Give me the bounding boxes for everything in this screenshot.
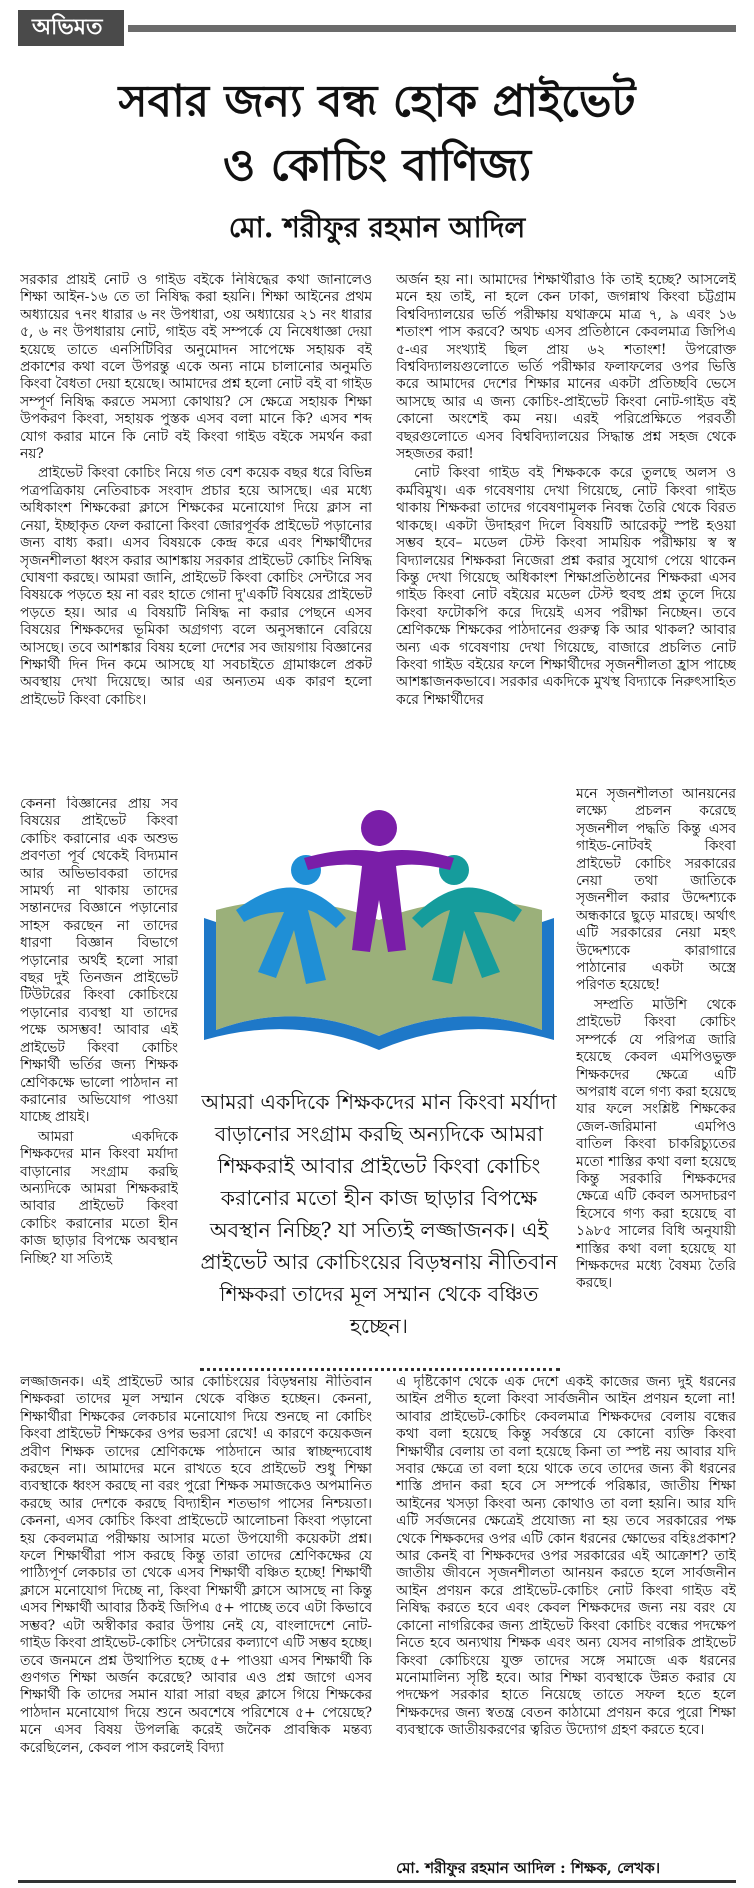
paragraph: মনে সৃজনশীলতা আনয়নের লক্ষ্যে প্রচলন করেছে সৃজনশীল পদ্ধতি কিন্তু এসব গাইড-নোটবই কিংবা প্রাইভেট কোচিং সরকারের নেয়া তথা জাতিকে সৃজনশীল করার উদ্দেশ্যকে অন্ধকারে ছুড়ে মারছে। অর্থাৎ এটি সরকারের নেয়া মহৎ উদ্দেশ্যকে কারাগারে পাঠানোর একটা অস্ত্রে পরিণত হয়েছে!	[576, 786, 736, 994]
dotted-divider	[200, 1368, 560, 1371]
paragraph: অর্জন হয় না। আমাদের শিক্ষার্থীরাও কি তাই হচ্ছে? আসলেই মনে হয় তাই, না হলে কেন ঢাকা, জগন্নাথ কিংবা চট্টগ্রাম বিশ্ববিদ্যালয়ের ভর্তি পরীক্ষায় যথাক্রমে মাত্র ৭, ৯ এবং ১৬ শতাংশ পাস করবে? অথচ এসব প্রতিষ্ঠানে কেবলমাত্র জিপিএ ৫-এর সংখ্যাই ছিল প্রায় ৬২ শতাংশ! উপরোক্ত বিশ্ববিদ্যালয়গুলোতে ভর্তি পরীক্ষার ফলাফলের ওপর ভিত্তি করে আমাদের দেশের শিক্ষার মানের একটা প্রতিচ্ছবি ভেসে আসছে আর এ জন্য কোচিং-প্রাইভেট কিংবা নোট-গাইড বই কোনো অংশেই কম নয়। এরই পরিপ্রেক্ষিতে পরবর্তী বছরগুলোতে এসব বিশ্ববিদ্যালয়ের সিদ্ধান্ত প্রশ্ন সহজ থেকে সহজতর করা!	[396, 272, 736, 463]
column-top-left	[20, 272, 372, 796]
section-rule	[128, 25, 736, 32]
column-top-right	[396, 272, 736, 794]
bottom-rule	[18, 1880, 736, 1883]
article-title	[18, 70, 736, 198]
paragraph: প্রাইভেট কিংবা কোচিং নিয়ে গত বেশ কয়েক বছর ধরে বিভিন্ন পত্রপত্রিকায় নেতিবাচক সংবাদ প্রচার হয়ে আসছে। এর মধ্যে অধিকাংশ শিক্ষকেরা ক্লাসে শিক্ষকের মনোযোগ দিয়ে ক্লাস না নেয়া, ইচ্ছাকৃত ফেল করানো কিংবা জোরপূর্বক প্রাইভেট পড়ানোর জন্য বাধ্য করা। এসব বিষয়কে কেন্দ্র করে এবং শিক্ষার্থীদের সৃজনশীলতা ধ্বংস করার আশঙ্কায় সরকার প্রাইভেট কোচিং নিষিদ্ধ ঘোষণা করছে। আমরা জানি, প্রাইভেট কিংবা কোচিং সেন্টারে সব বিষয়কে পড়তে হয় না বরং হাতে গোনা দু'একটি বিষয়ের প্রাইভেট পড়তে হয়। আর এ বিষয়টি নিষিদ্ধ না করার পেছনে এসব বিষয়ের শিক্ষকদের ভূমিকা অগ্রগণ্য বলে অনুসন্ধানে বেরিয়ে আসছে। তবে আশঙ্কার বিষয় হলো দেশের সব জায়গায় বিজ্ঞানের শিক্ষার্থী দিন দিন কমে আসছে যা সবচাইতে গ্রামাঞ্চলে প্রকট অবস্থায় দেখা দিয়েছে। আর এর অন্যতম এক কারণ হলো প্রাইভেট কিংবা কোচিং।	[20, 465, 372, 708]
column-middle-right	[576, 786, 736, 1374]
section-label: অভিমত	[18, 10, 124, 46]
paragraph: কেননা বিজ্ঞানের প্রায় সব বিষয়ের প্রাইভেট কিংবা কোচিং করানোর এক অশুভ প্রবণতা পূর্ব থেকেই বিদ্যমান আর অভিভাবকরা তাদের সামর্থ্য না থাকায় তাদের সন্তানদের বিজ্ঞানে পড়ানোর সাহস করছেন না তাদের ধারণা বিজ্ঞান বিভাগে পড়ানোর অর্থই হলো সারা বছর দুই তিনজন প্রাইভেট টিউটরের কিংবা কোচিংয়ে পড়ানোর ব্যবস্থা যা তাদের পক্ষে অসম্ভব! আবার এই প্রাইভেট কিংবা কোচিং শিক্ষার্থী ভর্তির জন্য শিক্ষক শ্রেণিকক্ষে ভালো পাঠদান না করানোর অভিযোগ পাওয়া যাচ্ছে প্রায়ই।	[20, 796, 178, 1126]
paragraph: লজ্জাজনক। এই প্রাইভেট আর কোচিংয়ের বিড়ম্বনায় নীতিবান শিক্ষকরা তাদের মূল সম্মান থেকে বঞ্চিত হচ্ছেন। কেননা, শিক্ষার্থীরা শিক্ষকের লেকচার মনোযোগ দিয়ে শুনছে না কোচিং কিংবা প্রাইভেট শিক্ষকের ওপর ভরসা রেখে! এ কারণে কয়েকজন প্রবীণ শিক্ষক তাদের শ্রেণিকক্ষে পাঠদানে আর স্বাচ্ছন্দ্যবোধ করছেন না। আমাদের মনে রাখতে হবে প্রাইভেট শুধু শিক্ষা ব্যবস্থাকে ধ্বংস করছে না বরং পুরো শিক্ষক সমাজকেও অপমানিত করছে আর দেশকে করছে বিদ্যাহীন শতভাগ পাসের নিশ্চয়তা। কেননা, এসব কোচিং কিংবা প্রাইভেটে আলোচনা কিংবা পড়ানো হয় কেবলমাত্র পরীক্ষায় আসার মতো উপযোগী কয়েকটা প্রশ্ন। ফলে শিক্ষার্থীরা পাস করছে কিন্তু তারা তাদের শ্রেণিকক্ষের যে পাঠ্যিপূর্ণ লেকচার তা থেকে এসব শিক্ষার্থী বঞ্চিত হচ্ছে! শিক্ষার্থী ক্লাসে মনোযোগ দিচ্ছে না, কিংবা শিক্ষার্থী ক্লাসে আসছে না কিন্তু এসব শিক্ষার্থী আবার ঠিকই জিপিএ ৫+ পাচ্ছে তবে এটা কিভাবে সম্ভব? এটা অস্বীকার করার উপায় নেই যে, বাংলাদেশে নোট-গাইড কিংবা প্রাইভেট-কোচিং সেন্টারের কল্যাণে এটি সম্ভব হচ্ছে। তবে জনমনে প্রশ্ন উত্থাপিত হচ্ছে ৫+ পাওয়া এসব শিক্ষার্থী কি গুণগত শিক্ষা অর্জন করেছে? আবার এও প্রশ্ন জাগে এসব শিক্ষার্থী কি তাদের সমান যারা সারা বছর ক্লাসে গিয়ে শিক্ষকের পাঠদান মনোযোগ দিয়ে শুনে অবশেষে পরিশেষে ৫+ পেয়েছে? মনে এসব বিষয় উপলব্ধি করেই জনৈক প্রাবন্ধিক মন্তব্য করেছিলেন, কেবল পাস করলেই বিদ্যা	[20, 1374, 372, 1756]
people-on-open-book-icon	[196, 800, 562, 1058]
paragraph: আমরা একদিকে শিক্ষকদের মান কিংবা মর্যাদা বাড়ানোর সংগ্রাম করছি অন্যদিকে আমরা শিক্ষকরাই আবার প্রাইভেট কিংবা কোচিং করানোর মতো হীন কাজ ছাড়ার বিপক্ষে অবস্থান নিচ্ছি? যা সত্যিই	[20, 1128, 178, 1267]
byline: মো. শরীফুর রহমান আদিল	[228, 211, 526, 244]
paragraph: সরকার প্রায়ই নোট ও গাইড বইকে নিষিদ্ধের কথা জানালেও শিক্ষা আইন-১৬ তে তা নিষিদ্ধ করা হয়নি। শিক্ষা আইনের প্রথম অধ্যায়ের ৭নং ধারার ৬ নং উপধারা, ৩য় অধ্যায়ের ২১ নং ধারার ৫, ৬ নং উপধারায় নোট, গাইড বই সম্পর্কে যে নিষেধাজ্ঞা দেয়া হয়েছে তাতে এনসিটিবির অনুমোদন সাপেক্ষে সহায়ক বই প্রকাশের কথা বলে উপরন্তু একে অন্য নামে চালানোর অনুমতি কিংবা বৈধতা দেয়া হয়েছে। আমাদের প্রশ্ন হলো নোট বই বা গাইড সম্পূর্ণ নিষিদ্ধ করতে সমস্যা কোথায়? সে ক্ষেত্রে সহায়ক শিক্ষা উপকরণ কিংবা, সহায়ক পুস্তক এসব বলা মানে কি? এসব শব্দ যোগ করার মানে কি নোট বই কিংবা গাইড বইকে সমর্থন করা নয়?	[20, 272, 372, 463]
author-signature: মো. শরীফুর রহমান আদিল : শিক্ষক, লেখক।	[396, 1859, 661, 1877]
paragraph: এ দৃষ্টিকোণ থেকে এক দেশে একই কাজের জন্য দুই ধরনের আইন প্রণীত হলো কিংবা সার্বজনীন আইন প্রণয়ন হলো না! আবার প্রাইভেট-কোচিং কেবলমাত্র শিক্ষকদের বেলায় বন্ধের কথা বলা হয়েছে কিন্তু সর্বস্তরে যে কোনো ব্যক্তি কিংবা শিক্ষার্থীর বেলায় তা বলা হয়েছে কিনা তা স্পষ্ট নয় আবার যদি সবার ক্ষেত্রে তা বলা হয়ে থাকে তবে তাদের জন্য কী ধরনের শাস্তি প্রদান করা হবে সে সম্পর্কে পরিষ্কার, জাতীয় শিক্ষা আইনের খসড়া কিংবা অন্য কোথাও তা বলা হয়নি। আর যদি এটি সর্বজনের ক্ষেত্রেই প্রযোজ্য না হয় তবে সরকারের পক্ষ থেকে শিক্ষকদের ওপর এটি কোন ধরনের ক্ষোভের বহিঃপ্রকাশ? আর কেনই বা শিক্ষকদের ওপর সরকারের এই আক্রোশ? তাই জাতীয় জীবনে সৃজনশীলতা আনয়ন করতে হলে সার্বজনীন আইন প্রণয়ন করে প্রাইভেট-কোচিং নোট কিংবা গাইড বই নিষিদ্ধ করতে হবে এবং কেবল শিক্ষকদের জন্য নয় বরং যে কোনো নাগরিকের জন্য প্রাইভেট কিংবা কোচিং বন্ধের পদক্ষেপ নিতে হবে অন্যথায় শিক্ষক এবং অন্য যেসব নাগরিক প্রাইভেট কিংবা কোচিংয়ে যুক্ত তাদের সঙ্গে সমাজে এক ধরনের মনোমালিন্য সৃষ্টি হবে। আর শিক্ষা ব্যবস্থাকে উন্নত করার যে পদক্ষেপ সরকার হাতে নিয়েছে তাতে সফল হতে হলে শিক্ষকদের জন্য স্বতন্ত্র বেতন কাঠামো প্রণয়ন করে পুরো শিক্ষা ব্যবস্থাকে জাতীয়করণের ত্বরিত উদ্যোগ গ্রহণ করতে হবে।	[396, 1374, 736, 1739]
title-line-1: সবার জন্য বন্ধ হোক প্রাইভেট	[118, 76, 636, 127]
person-center-head	[361, 810, 397, 846]
pull-quote: আমরা একদিকে শিক্ষকদের মান কিংবা মর্যাদা বাড়ানোর সংগ্রাম করছি অন্যদিকে আমরা শিক্ষকরাই আবার প্রাইভেট কিংবা কোচিং করানোর মতো হীন কাজ ছাড়ার বিপক্ষে অবস্থান নিচ্ছি? যা সত্যিই লজ্জাজনক। এই প্রাইভেট আর কোচিংয়ের বিড়ম্বনায় নীতিবান শিক্ষকরা তাদের মূল সম্মান থেকে বঞ্চিত হচ্ছেন।	[200, 1090, 558, 1338]
paragraph: নোট কিংবা গাইড বই শিক্ষককে করে তুলছে অলস ও কর্মবিমুখ। এক গবেষণায় দেখা গিয়েছে, নোট কিংবা গাইড থাকায় শিক্ষকরা তাদের গবেষণামূলক নিবন্ধ তৈরি থেকে বিরত থাকছে। একটা উদাহরণ দিলে বিষয়টি আরেকটু স্পষ্ট হওয়া সম্ভব হবে– মডেল টেস্ট কিংবা সাময়িক পরীক্ষায় স্ব স্ব বিদ্যালয়ের শিক্ষকরা নিজেরা প্রশ্ন করার সুযোগ পেয়ে থাকেন কিন্তু দেখা গিয়েছে অধিকাংশ শিক্ষাপ্রতিষ্ঠানের শিক্ষকরা এসব গাইড কিংবা নোট বইয়ের মডেল টেস্ট হুবহু প্রশ্ন তুলে দিয়ে কিংবা ফটোকপি করে দিয়েই এসব পরীক্ষা নিচ্ছেন। তবে শ্রেণিকক্ষে শিক্ষকের পাঠদানের গুরুত্ব কি আর থাকল? আবার অন্য এক গবেষণায় দেখা গিয়েছে, বাজারে প্রচলিত নোট কিংবা গাইড বইয়ের ফলে শিক্ষার্থীদের সৃজনশীলতা হ্রাস পাচ্ছে আশঙ্কাজনকভাবে। সরকার একদিকে মুখস্থ বিদ্যাকে নিরুৎসাহিত করে শিক্ষার্থীদের	[396, 465, 736, 708]
section-header	[18, 10, 736, 46]
paragraph: সম্প্রতি মাউশি থেকে প্রাইভেট কিংবা কোচিং সম্পর্কে যে পরিপত্র জারি হয়েছে কেবল এমপিওভুক্ত শিক্ষকদের ক্ষেত্রে এটি অপরাধ বলে গণ্য করা হয়েছে যার ফলে সংশ্লিষ্ট শিক্ষকের জেল-জরিমানা এমপিও বাতিল কিংবা চাকরিচ্যুতের মতো শাস্তির কথা বলা হয়েছে কিন্তু সরকারি শিক্ষকদের ক্ষেত্রে এটি কেবল অসদাচরণ হিসেবে গণ্য করা হয়েছে বা ১৯৮৫ সালের বিধি অনুযায়ী শাস্তির কথা বলা হয়েছে যা শিক্ষকদের মধ্যে বৈষম্য তৈরি করছে।	[576, 996, 736, 1292]
column-middle-left	[20, 796, 178, 1374]
column-bottom-right	[396, 1374, 736, 1852]
column-bottom-left	[20, 1374, 372, 1852]
title-line-2: ও কোচিং বাণিজ্য	[222, 140, 532, 191]
